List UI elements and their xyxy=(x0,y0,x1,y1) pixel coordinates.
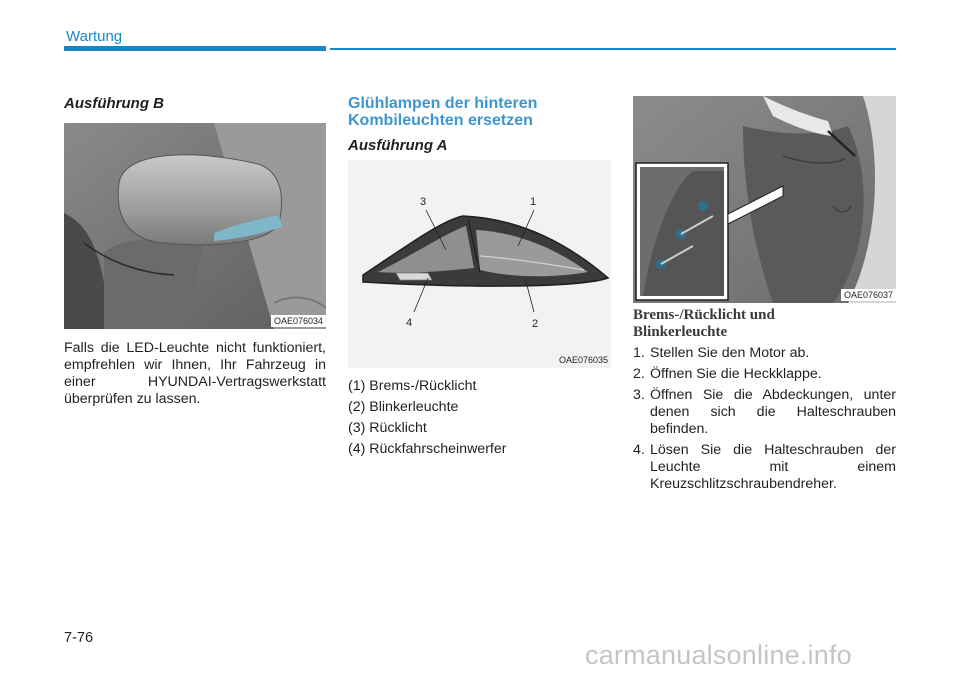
callout-2: 2 xyxy=(532,318,539,330)
brake-turn-heading-line2: Blinkerleuchte xyxy=(633,324,728,340)
step-item xyxy=(633,442,896,493)
step-item xyxy=(633,345,896,362)
brake-turn-heading xyxy=(633,307,775,341)
header-rule-thin xyxy=(330,48,896,50)
mirror-illustration xyxy=(64,123,326,329)
lamp-legend xyxy=(348,378,506,462)
step-number: 4. xyxy=(633,442,645,458)
section-header-title: Wartung xyxy=(66,28,123,45)
callout-4: 4 xyxy=(406,317,413,329)
variant-a-heading: Ausführung A xyxy=(348,137,448,154)
trunk-illustration xyxy=(633,96,896,303)
figure-code-oae076037: OAE076037 xyxy=(841,289,896,301)
callout-1: 1 xyxy=(530,196,537,208)
section-title-line1: Glühlampen der hinteren xyxy=(348,95,538,112)
legend-item: (4) Rückfahrscheinwerfer xyxy=(348,441,507,457)
section-title xyxy=(348,95,537,129)
step-number: 1. xyxy=(633,345,645,361)
step-number: 2. xyxy=(633,366,645,382)
step-item xyxy=(633,387,896,438)
figure-code-oae076035: OAE076035 xyxy=(558,355,608,365)
step-text: Öffnen Sie die Heckklappe. xyxy=(650,366,822,382)
trunk-figure xyxy=(633,96,896,303)
taillight-figure xyxy=(348,160,611,368)
figure-code-oae076034: OAE076034 xyxy=(271,315,326,327)
page-number: 7-76 xyxy=(64,630,94,646)
step-text: Lösen Sie die Halteschrauben der Leuchte mit einem Kreuzschlitzschraubendreher. xyxy=(650,442,896,492)
step-number: 3. xyxy=(633,387,645,403)
legend-item: (3) Rücklicht xyxy=(348,420,427,436)
section-title-line2: Kombileuchten ersetzen xyxy=(348,112,533,129)
watermark: carmanualsonline.info xyxy=(585,640,852,670)
step-item xyxy=(633,366,896,383)
procedure-steps xyxy=(633,345,896,497)
callout-3: 3 xyxy=(420,196,427,208)
variant-b-heading: Ausführung B xyxy=(64,95,164,112)
header-rule-thick xyxy=(64,46,326,51)
step-text: Öffnen Sie die Abdeckungen, unter denen sich die Halteschrauben befinden. xyxy=(650,387,896,437)
legend-item: (1) Brems-/Rücklicht xyxy=(348,378,477,394)
taillight-illustration xyxy=(348,160,611,368)
brake-turn-heading-line1: Brems-/Rücklicht und xyxy=(633,307,775,323)
mirror-figure xyxy=(64,123,326,329)
legend-item: (2) Blinkerleuchte xyxy=(348,399,459,415)
led-info-paragraph: Falls die LED-Leuchte nicht funktioniert, empfrehlen wir Ihnen, Ihr Fahrzeug in einer HYUNDAI-Vertragswerkstatt überprüfen zu lassen. xyxy=(64,340,326,407)
step-text: Stellen Sie den Motor ab. xyxy=(650,345,810,361)
